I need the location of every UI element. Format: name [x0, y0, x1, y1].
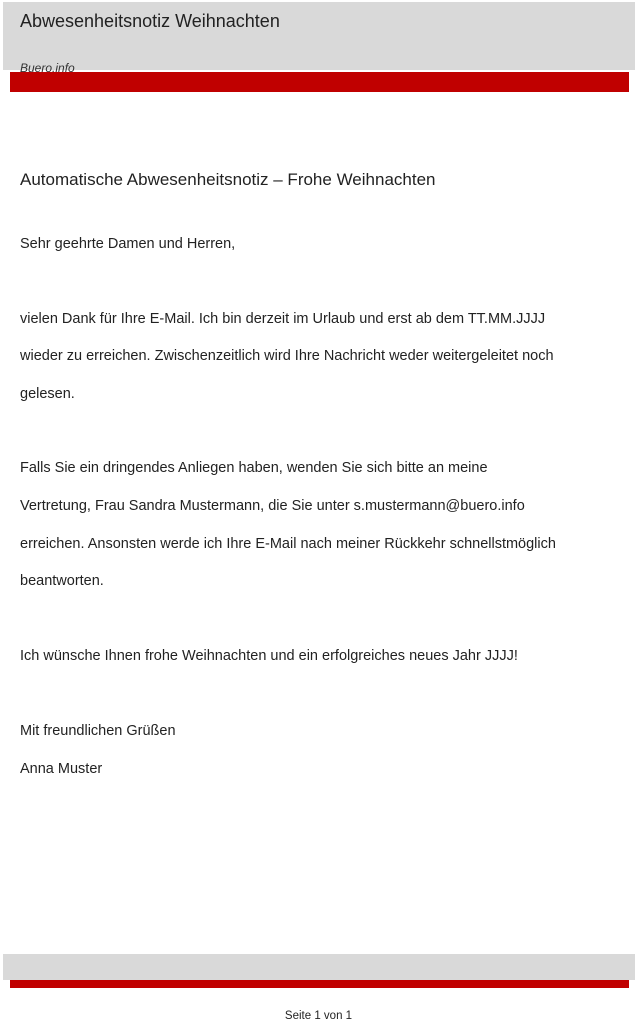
paragraph-1-line-3: gelesen.	[20, 386, 75, 402]
footer-accent-bar	[10, 980, 629, 988]
header-accent-bar	[10, 72, 629, 92]
paragraph-2-line-4: beantworten.	[20, 573, 104, 589]
paragraph-2-line-2: Vertretung, Frau Sandra Mustermann, die Sie unter s.mustermann@buero.info	[20, 498, 525, 514]
closing-line: Mit freundlichen Grüßen	[20, 723, 176, 739]
paragraph-2-line-3: erreichen. Ansonsten werde ich Ihre E-Mail nach meiner Rückkehr schnellstmöglich	[20, 536, 556, 552]
document-header-subtitle: Buero.info	[20, 61, 75, 72]
page-number: Seite 1 von 1	[284, 1010, 353, 1022]
footer-band	[3, 954, 635, 980]
salutation: Sehr geehrte Damen und Herren,	[20, 236, 236, 252]
document-header-title: Abwesenheitsnotiz Weihnachten	[20, 11, 280, 31]
paragraph-1-line-2: wieder zu erreichen. Zwischenzeitlich wird Ihre Nachricht weder weitergeleitet noch	[20, 348, 554, 364]
signature-name: Anna Muster	[20, 761, 103, 777]
page-title: Automatische Abwesenheitsnotiz – Frohe Weihnachten	[20, 170, 436, 189]
paragraph-1-line-1: vielen Dank für Ihre E-Mail. Ich bin derzeit im Urlaub und erst ab dem TT.MM.JJJJ	[20, 311, 546, 327]
wishes-line: Ich wünsche Ihnen frohe Weihnachten und ein erfolgreiches neues Jahr JJJJ!	[20, 648, 518, 664]
paragraph-2-line-1: Falls Sie ein dringendes Anliegen haben, wenden Sie sich bitte an meine	[20, 460, 488, 476]
